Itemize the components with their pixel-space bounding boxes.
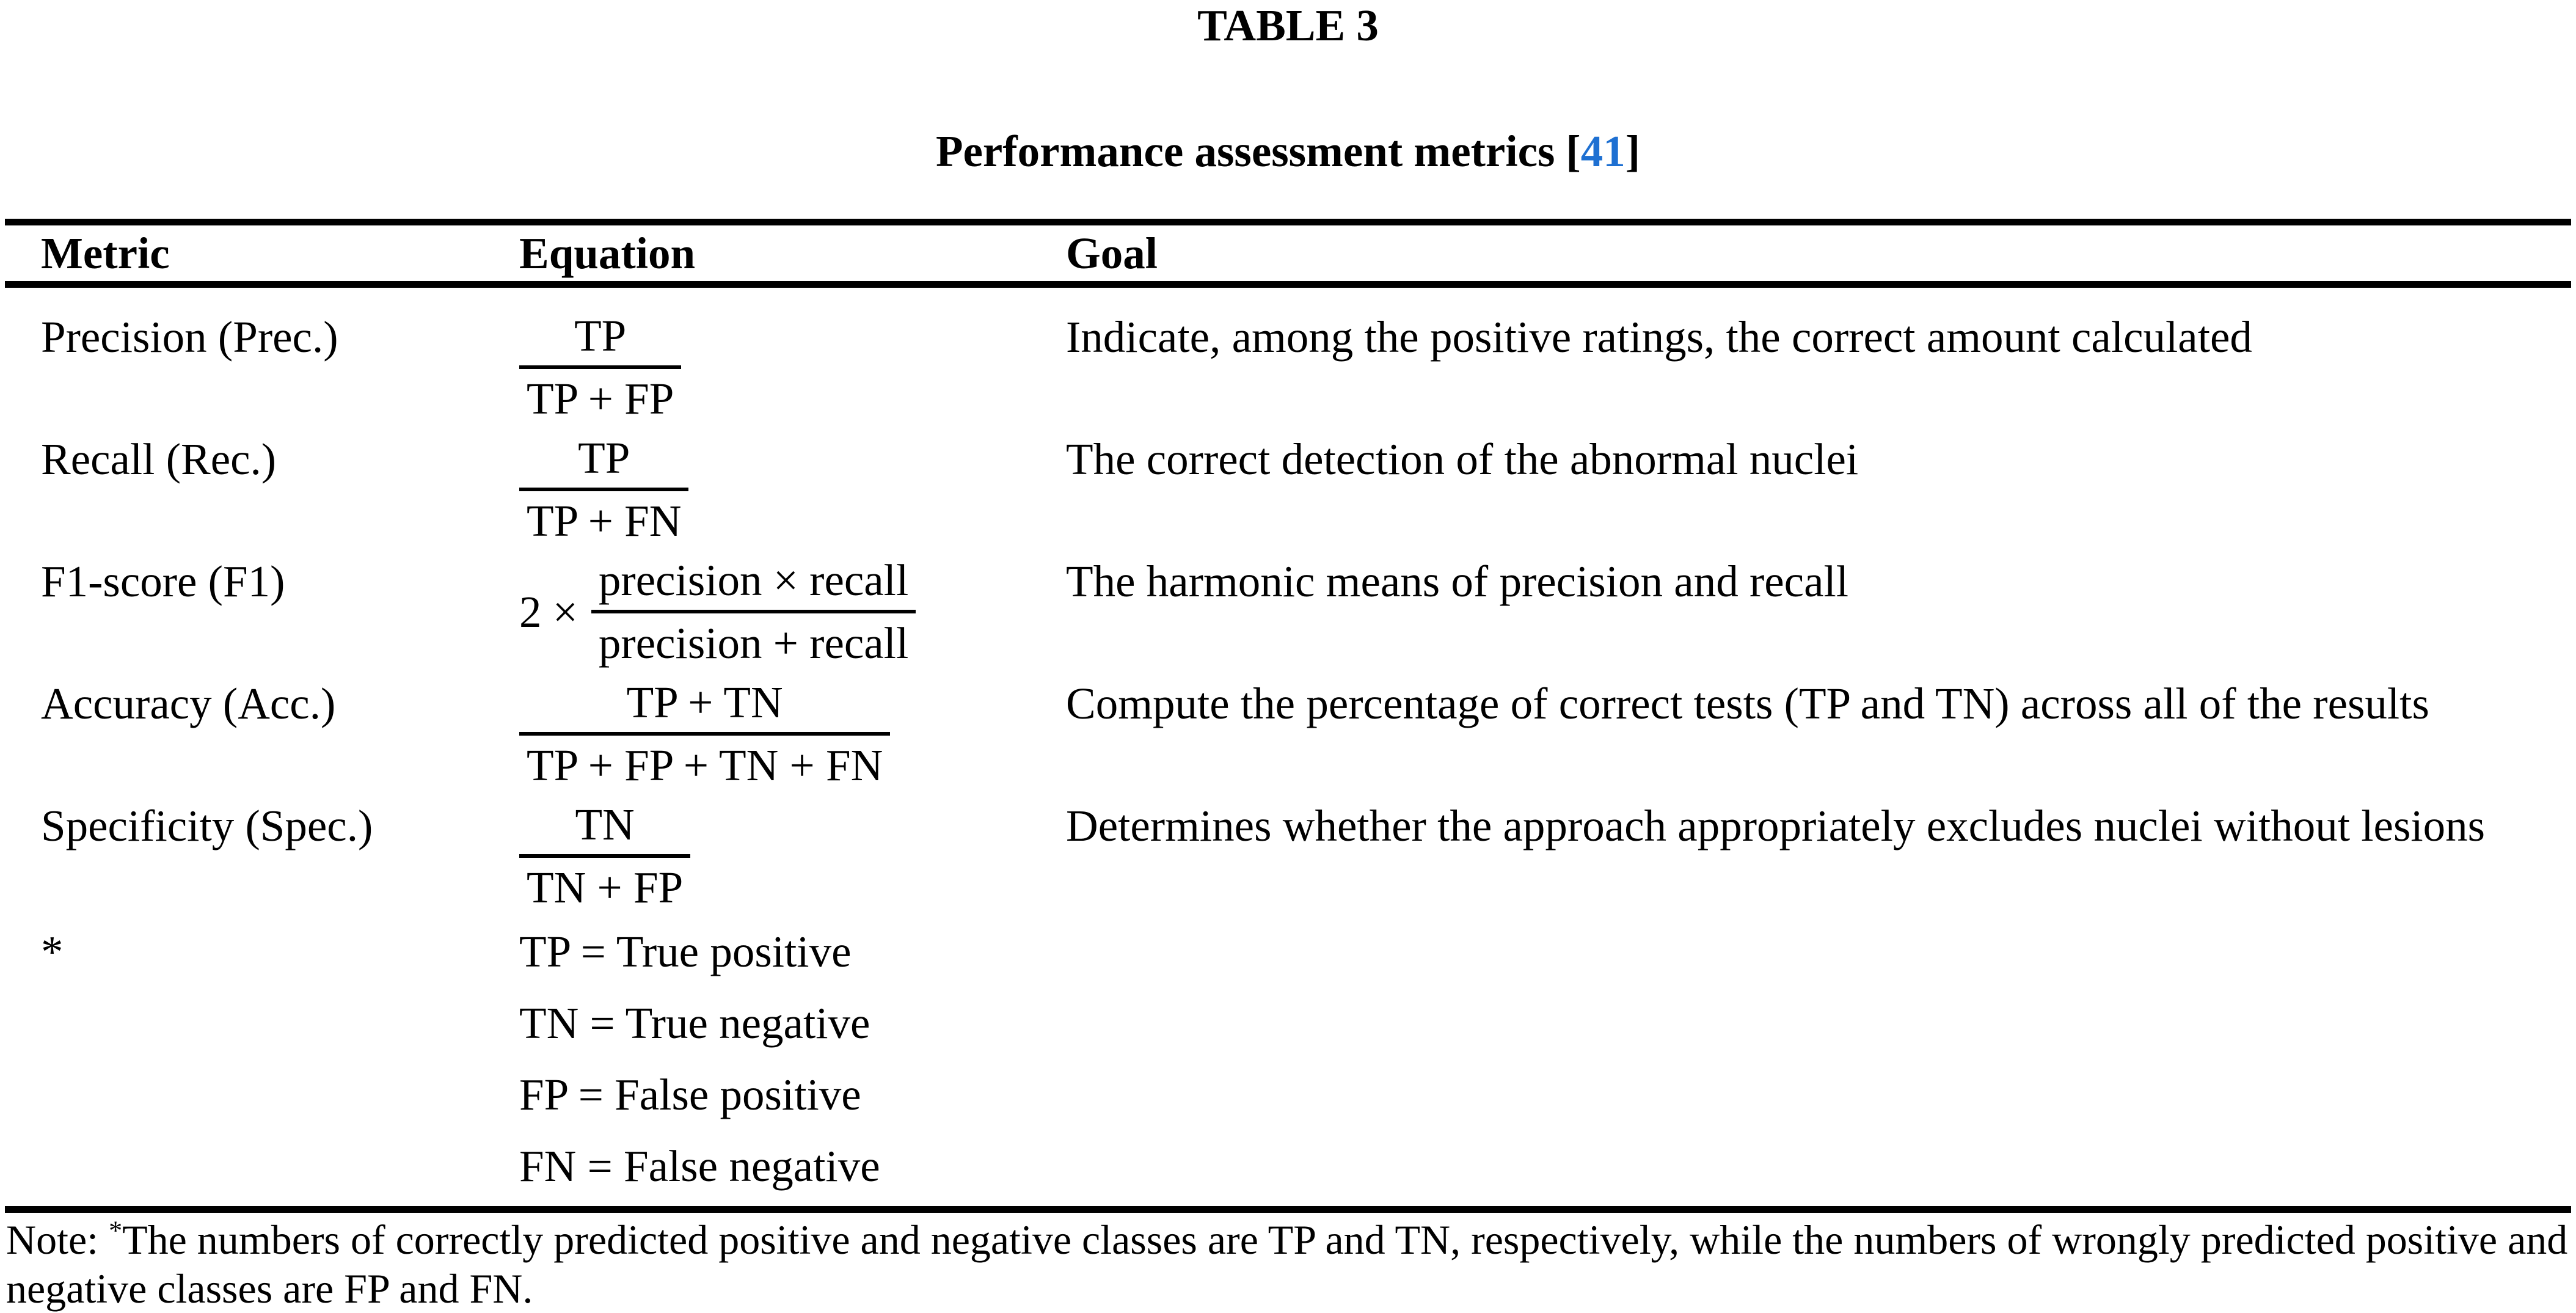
goal-text: The correct detection of the abnormal nuclei [1066,434,1859,484]
table-bottom-rule [5,1206,2571,1213]
table-row-recall [0,410,2576,546]
abbreviation-definition: TP = True positive [519,927,852,976]
fraction-denominator: TP + FP + TN + FN [519,732,890,789]
fraction [519,801,690,911]
table-header-rule [5,281,2571,288]
citation-link[interactable]: 41 [1580,126,1626,176]
empty-cell [1066,911,2564,928]
empty-cell [41,1054,519,1071]
fraction-denominator: TP + FN [519,488,688,544]
table-row-accuracy [0,654,2576,790]
fraction-numerator: precision × recall [598,555,909,605]
table-row-f1score [0,532,2576,668]
abbreviation-definition: FP = False positive [519,1070,861,1119]
table-number: TABLE 3 [1197,1,1379,50]
fraction-numerator: TP [574,311,627,360]
equation [519,410,1066,544]
fraction [519,679,890,789]
table-row-definition [0,1125,2576,1197]
fraction-numerator: TP [578,433,630,483]
fraction [519,312,681,422]
goal-text: Compute the percentage of correct tests (TP and TN) across all of the results [1066,679,2429,728]
table-caption [0,127,2576,176]
fraction-denominator: TP + FP [519,365,681,422]
abbreviation-definition: FN = False negative [519,1141,880,1191]
goal-text: Determines whether the approach appropriately excludes nuclei without lesions [1066,801,2486,850]
table-top-rule [5,219,2571,225]
fraction-denominator: TN + FP [519,854,690,911]
caption-text: Performance assessment metrics [935,126,1555,176]
fraction-denominator: precision + recall [591,610,916,667]
equation [519,288,1066,422]
fraction-numerator: TP + TN [626,678,783,727]
metric-label: Specificity (Spec.) [41,801,373,850]
note-marker: * [109,1215,123,1246]
goal-text: The harmonic means of precision and recall [1066,557,1849,606]
table-row-specificity [0,777,2576,912]
table-header-row [0,225,2576,281]
equation [519,777,1066,911]
empty-cell [1066,1125,2564,1143]
goal-text: Indicate, among the positive ratings, the correct amount calculated [1066,312,2252,362]
metric-label: Accuracy (Acc.) [41,679,336,728]
metric-label: F1-score (F1) [41,557,285,606]
table-note [6,1215,2570,1313]
column-header-equation: Equation [519,229,696,278]
column-header-goal: Goal [1066,229,1158,278]
column-header-metric: Metric [41,229,170,278]
metric-label: Precision (Prec.) [41,312,338,362]
footnote-marker: * [41,927,64,976]
fraction [591,557,916,667]
table-row-definition [0,911,2576,982]
equation-prefix: 2 × [519,587,578,637]
equation [519,654,1066,789]
note-text: The numbers of correctly predicted positive and negative classes are TP and TN, respectively, while the numbers of wrongly predicted positive and negative classes are FP and FN. [6,1216,2568,1312]
fraction [519,434,688,544]
metric-label: Recall (Rec.) [41,434,277,484]
fraction-numerator: TN [575,800,635,849]
empty-cell [1066,982,2564,1000]
empty-cell [41,982,519,1000]
equation [519,532,1066,667]
table-row-precision [0,288,2576,423]
caption-bracket-open: [ [1566,126,1581,176]
note-label: Note: [6,1216,109,1263]
empty-cell [1066,1054,2564,1071]
caption-bracket-close: ] [1625,126,1641,176]
table-body [0,288,2576,1197]
empty-cell [41,1125,519,1143]
abbreviation-definition: TN = True negative [519,998,870,1048]
table-row-definition [0,982,2576,1054]
table-row-definition [0,1054,2576,1125]
